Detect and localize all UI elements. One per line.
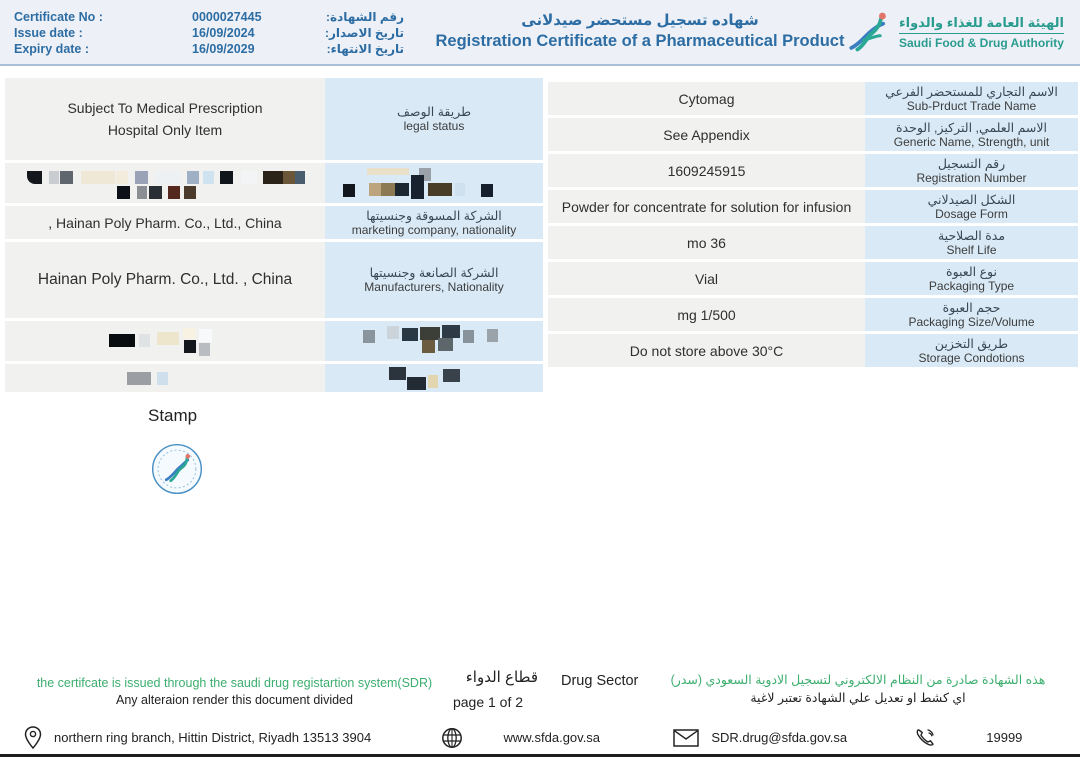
authority-name-english: Saudi Food & Drug Authority (899, 35, 1064, 50)
storage-conditions-label-ar: طريق التخزين (934, 336, 1009, 351)
certificate-no-label: Certificate No : (14, 10, 103, 24)
manufacturer-label (325, 242, 543, 318)
certificate-no-value: 0000027445 (192, 10, 262, 24)
generic-name-label-en: Generic Name, Strength, unit (893, 134, 1050, 149)
left-details-table (5, 78, 543, 395)
stamp-label: Stamp (148, 406, 198, 425)
globe-icon (441, 727, 463, 749)
legal-status-value (5, 78, 325, 160)
packaging-type-label-en: Packaging Type (928, 278, 1015, 293)
issuance-note (22, 676, 447, 707)
authority-name-arabic: الهيئة العامة للغذاء والدواء (899, 15, 1064, 34)
legal-status-label (325, 78, 543, 160)
document-title-english: Registration Certificate of a Pharmaceutical Product (435, 32, 845, 50)
issue-date-label-ar: تاريخ الاصدار: (324, 26, 404, 40)
legal-status-line2: Hospital Only Item (107, 122, 223, 138)
email-text: SDR.drug@sfda.gov.sa (711, 730, 848, 745)
generic-name-label (865, 118, 1078, 151)
issuance-note-arabic-block (652, 672, 1064, 705)
redacted-content (325, 321, 543, 361)
certificate-meta (14, 9, 404, 57)
official-stamp-icon (150, 442, 204, 496)
table-row-redacted-2 (5, 321, 543, 361)
packaging-size-label-en: Packaging Size/Volume (908, 314, 1035, 329)
table-row-redacted-1 (5, 163, 543, 203)
manufacturer-value: Hainan Poly Pharm. Co., Ltd. , China (5, 242, 325, 318)
trade-name-label-en: Sub-Prduct Trade Name (906, 98, 1037, 113)
address-text: northern ring branch, Hittin District, Riyadh 13513 3904 (54, 730, 372, 745)
shelf-life-label-en: Shelf Life (946, 242, 997, 257)
right-details-table (548, 82, 1078, 370)
table-row-packaging-size (548, 298, 1078, 331)
expiry-date-label-ar: تاريخ الانتهاء: (326, 42, 404, 56)
packaging-type-label-ar: نوع العبوة (946, 264, 997, 279)
marketing-company-label (325, 206, 543, 239)
drug-sector-arabic: قطاع الدواء (465, 669, 538, 686)
document-title-arabic: شهاده تسجيل مستحضر صيدلانى (521, 12, 759, 29)
certificate-no-label-ar: رقم الشهادة: (325, 10, 404, 24)
table-row-registration-number (548, 154, 1078, 187)
marketing-company-label-en: marketing company, nationality (351, 222, 517, 237)
table-row-dosage-form (548, 190, 1078, 223)
website-item (441, 727, 600, 749)
shelf-life-label-ar: مدة الصلاحية (937, 228, 1006, 243)
footer-contact-bar (0, 721, 1080, 757)
envelope-icon (673, 729, 699, 747)
dosage-form-label-en: Dosage Form (935, 206, 1008, 221)
packaging-size-label (865, 298, 1078, 331)
registration-number-label-en: Registration Number (916, 170, 1027, 185)
storage-conditions-label (865, 334, 1078, 367)
marketing-company-label-ar: الشركة المسوقة وجنسيتها (366, 208, 502, 223)
trade-name-label (865, 82, 1078, 115)
packaging-size-value: mg 1/500 (548, 298, 865, 331)
sfda-logo (845, 10, 1064, 54)
email-item (673, 729, 847, 747)
phone-item (914, 727, 1022, 749)
manufacturer-label-ar: الشركة الصانعة وجنسيتها (369, 266, 499, 280)
address-item (24, 726, 371, 750)
dosage-form-label-ar: الشكل الصيدلاني (927, 192, 1016, 207)
header-band (0, 0, 1080, 66)
alteration-note-english: Any alteraion render this document divided (116, 693, 353, 707)
dosage-form-label (865, 190, 1078, 223)
shelf-life-label (865, 226, 1078, 259)
redacted-content (5, 364, 325, 392)
redacted-content (325, 163, 543, 203)
table-row-packaging-type (548, 262, 1078, 295)
table-row-manufacturer (5, 242, 543, 318)
sfda-runner-icon (845, 10, 891, 54)
packaging-type-label (865, 262, 1078, 295)
phone-text: 19999 (986, 730, 1023, 745)
packaging-type-value: Vial (548, 262, 865, 295)
legal-status-line1: Subject To Medical Prescription (67, 100, 263, 116)
redacted-content (5, 163, 325, 203)
table-row-generic-name (548, 118, 1078, 151)
legal-status-label-en: legal status (403, 119, 465, 133)
issue-date-value: 16/09/2024 (192, 26, 255, 40)
location-pin-icon (24, 726, 42, 750)
drug-sector-english: Drug Sector (561, 673, 639, 689)
marketing-company-value: , Hainan Poly Pharm. Co., Ltd., China (5, 206, 325, 239)
issuance-note-english: the certifcate is issued through the saudi drug registartion system(SDR) (36, 676, 433, 690)
registration-number-label (865, 154, 1078, 187)
table-row-trade-name (548, 82, 1078, 115)
dosage-form-value: Powder for concentrate for solution for infusion (548, 190, 865, 223)
sector-page-block (438, 668, 538, 710)
storage-conditions-label-en: Storage Condotions (918, 350, 1025, 365)
table-row-storage-conditions (548, 334, 1078, 367)
expiry-date-value: 16/09/2029 (192, 42, 255, 56)
alteration-note-arabic: اي كشط او تعديل علي الشهادة تعتبر لاغية (750, 691, 966, 705)
legal-status-label-ar: طريقة الوصف (396, 105, 472, 119)
issue-date-label: Issue date : (14, 26, 83, 40)
website-text: www.sfda.gov.sa (503, 730, 601, 745)
issuance-note-arabic: هذه الشهادة صادرة من النظام الالكتروني لتسجيل الادوية السعودي (سدر) (670, 673, 1046, 687)
table-row-shelf-life (548, 226, 1078, 259)
manufacturer-label-en: Manufacturers, Nationality (364, 280, 504, 294)
trade-name-value: Cytomag (548, 82, 865, 115)
packaging-size-label-ar: حجم العبوة (942, 300, 1001, 315)
table-row-redacted-3 (5, 364, 543, 392)
generic-name-label-ar: الاسم العلمي, التركيز, الوحدة (895, 120, 1047, 135)
trade-name-label-ar: الاسم التجاري للمستحضر الفرعي (885, 84, 1058, 99)
registration-number-label-ar: رقم التسجيل (937, 156, 1006, 171)
registration-number-value: 1609245915 (548, 154, 865, 187)
storage-conditions-value: Do not store above 30°C (548, 334, 865, 367)
phone-icon (914, 727, 936, 749)
expiry-date-label: Expiry date : (14, 42, 90, 56)
shelf-life-value: mo 36 (548, 226, 865, 259)
table-row-legal-status (5, 78, 543, 160)
redacted-content (325, 364, 543, 392)
table-row-marketing-company (5, 206, 543, 239)
document-title (400, 11, 880, 51)
generic-name-value: See Appendix (548, 118, 865, 151)
page-number: page 1 of 2 (452, 694, 524, 710)
redacted-content (5, 321, 325, 361)
